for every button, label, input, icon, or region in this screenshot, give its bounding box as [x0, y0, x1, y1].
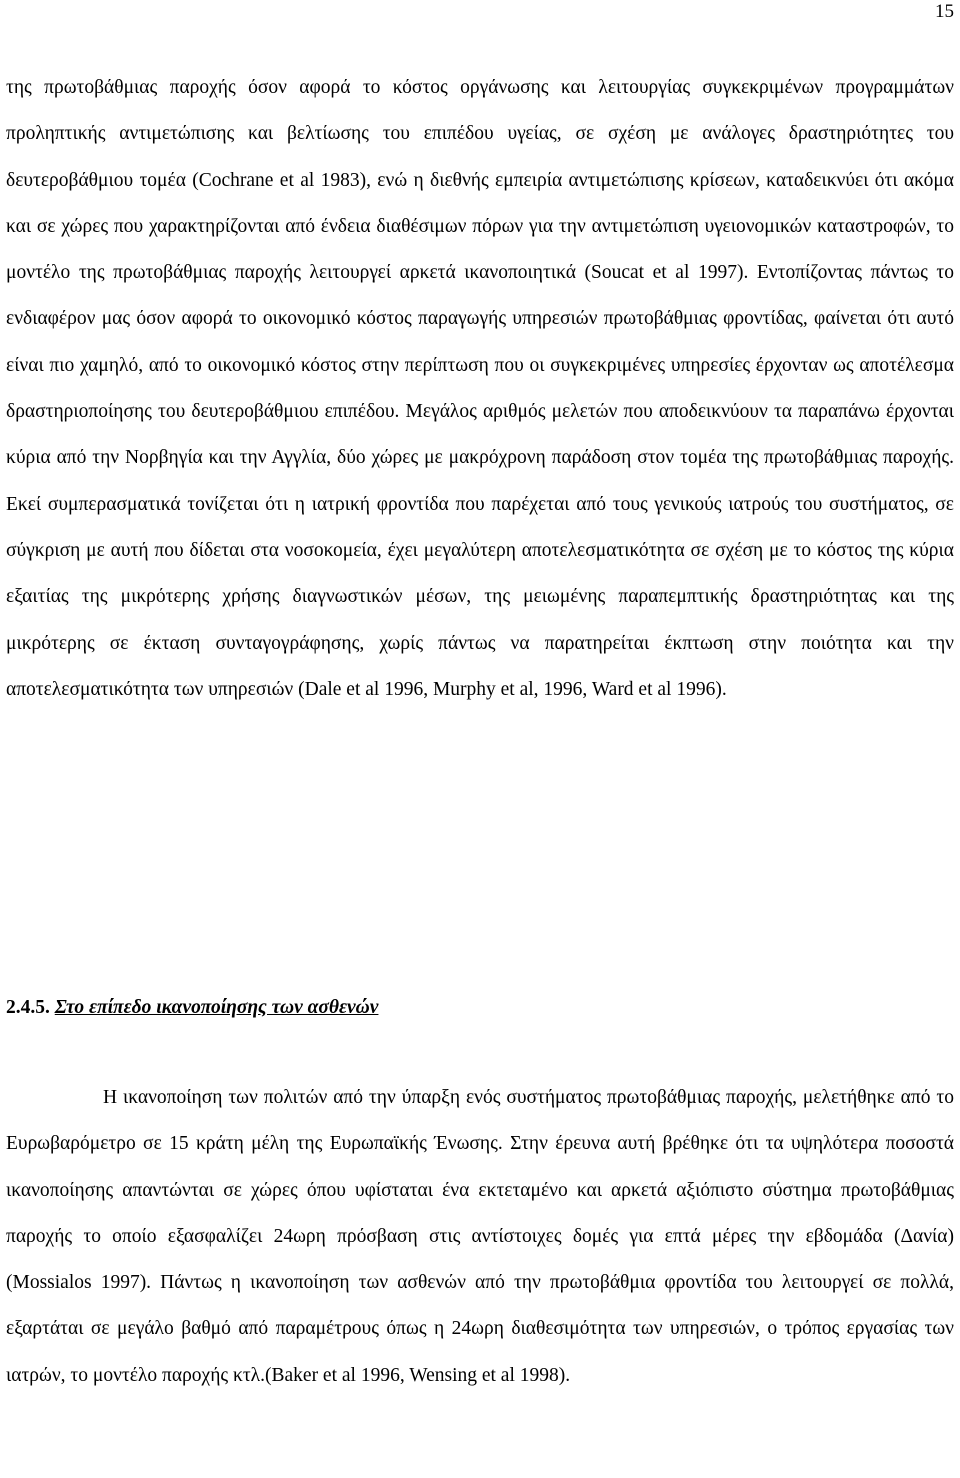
body-paragraph-1: της πρωτοβάθμιας παροχής όσον αφορά το κόστος οργάνωσης και λειτουργίας συγκεκριμένων προγραμμάτων προληπτικής αντιμετώπισης και βελτίωσης του επιπέδου υγείας, σε σχέση με ανάλογες δραστηριότητες του δευτεροβάθμιου τομέα (Cochrane et al 1983), ενώ η διεθνής εμπειρία αντιμετώπισης κρίσεων, καταδεικνύει ότι ακόμα και σε χώρες που χαρακτηρίζονται από ένδεια διαθέσιμων πόρων για την αντιμετώπιση υγειονομικών καταστροφών, το μοντέλο της πρωτοβάθμιας παροχής λειτουργεί αρκετά ικανοποιητικά (Soucat et al 1997). Εντοπίζοντας πάντως το ενδιαφέρον μας όσον αφορά το οικονομικό κόστος παραγωγής υπηρεσιών πρωτοβάθμιας φροντίδας, φαίνεται ότι αυτό είναι πιο χαμηλό, από το οικονομικό κόστος στην περίπτωση που οι συγκεκριμένες υπηρεσίες έρχονταν ως αποτέλεσμα δραστηριοποίησης του δευτεροβάθμιου επιπέδου. Μεγάλος αριθμός μελετών που αποδεικνύουν τα παραπάνω έρχονται κύρια από την Νορβηγία και την Αγγλία, δύο χώρες με μακρόχρονη παράδοση στον τομέα της πρωτοβάθμιας παροχής. Εκεί συμπερασματικά τονίζεται ότι η ιατρική φροντίδα που παρέχεται από τους γενικούς ιατρούς του συστήματος, σε σύγκριση με αυτή που δίδεται στα νοσοκομεία, έχει μεγαλύτερη αποτελεσματικότητα σε σχέση με το κόστος της κύρια εξαιτίας της μικρότερης χρήσης διαγνωστικών μέσων, της μειωμένης παραπεμπτικής δραστηριότητας και της μικρότερης σε έκταση συνταγογράφησης, χωρίς πάντως να παρατηρείται έκπτωση στην ποιότητα και την αποτελεσματικότητα των υπηρεσιών (Dale et al 1996, Murphy et al, 1996, Ward et al 1996).: [6, 77, 954, 700]
section-heading: [6, 990, 378, 1026]
page-number: 15: [935, 1, 954, 22]
body-paragraph-2: Η ικανοποίηση των πολιτών από την ύπαρξη ενός συστήματος πρωτοβάθμιας παροχής, μελετήθηκε από το Ευρωβαρόμετρο σε 15 κράτη μέλη της Ευρωπαϊκής Ένωσης. Στην έρευνα αυτή βρέθηκε ότι τα υψηλότερα ποσοστά ικανοποίησης απαντώνται σε χώρες όπου υφίσταται ένα εκτεταμένο και αρκετά αξιόπιστο σύστημα πρωτοβάθμιας παροχής το οποίο εξασφαλίζει 24ωρη πρόσβαση στις αντίστοιχες δομές για επτά μέρες την εβδομάδα (Δανία) (Mossialos 1997). Πάντως η ικανοποίηση των ασθενών από την πρωτοβάθμια φροντίδα του λειτουργεί σε πολλά, εξαρτάται σε μεγάλο βαθμό από παραμέτρους όπως η 24ωρη διαθεσιμότητα των υπηρεσιών, ο τρόπος εργασίας των ιατρών, το μοντέλο παροχής κτλ.(Baker et al 1996, Wensing et al 1998).: [6, 1087, 954, 1386]
section-title: Στο επίπεδο ικανοποίησης των ασθενών: [54, 997, 379, 1018]
section-number: 2.4.5.: [6, 997, 50, 1018]
